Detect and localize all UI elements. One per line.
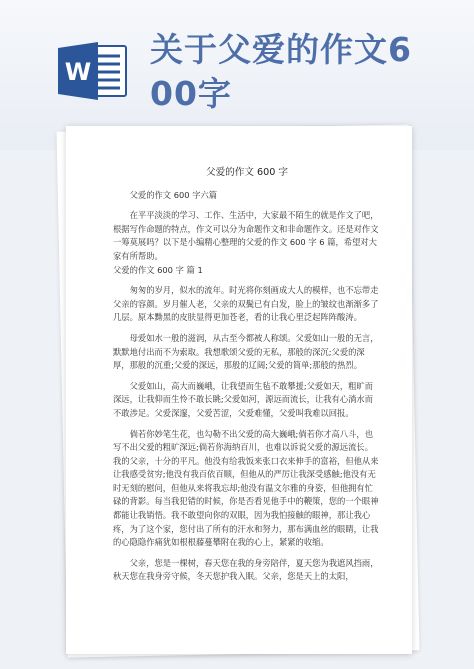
document-paragraph: 父亲，您是一棵树，春天您在我的身旁陪伴，夏天您为我遮风挡雨，秋天您在我身旁守候，冬天您护我入眠。父亲，您是天上的太阳，	[113, 557, 379, 582]
document-preview	[66, 126, 412, 654]
document-section-heading: 父爱的作文 600 字 篇 1	[113, 264, 203, 275]
document-title: 父爱的作文 600 字	[206, 167, 288, 178]
page-title-line-2: 00字	[150, 74, 232, 113]
page-title-line-1: 关于父爱的作文6	[150, 30, 412, 69]
document-paragraph: 倘若你妙笔生花，也勾勒不出父爱的高大巍峨;倘若你才高八斗，也写不出父爱的粗旷深远;倘若你海纳百川，也难以诉说父爱的源远流长。我的父亲，十分的平凡。他没有给我饭来张口衣来伸手的富裕，但他从来让我感受贫穷;他没有我百依百顺，但他从的严厉让我深受感触;他没有无时无刻的慰问，但他从来将我忘却;他没有温文尔雅的身姿，但他拥有忙碌的背影。每当我犯错的时候，你是否看见他手中的鞭策，您的一个眼神都能让我销悟。我不敢望向你的双眼，因为我怕接触的眼神，那让我心疼，为了这个家，您付出了所有的汗水和努力，那布满血丝的眼睛，让我的心隐隐作痛犹如根根藤蔓攀附在我的心上，紧紧的收缩。	[113, 428, 379, 548]
word-icon	[58, 40, 130, 102]
page-title	[150, 28, 450, 116]
document-body	[113, 166, 381, 591]
document-paragraph: 母爱如水一般的滋润，从古至今都被人称颂。父爱如山一般的无言，默默地付出而不为索取。我想歌颂父爱的无私，那般的深沉;父爱的深厚，那般的沉重;父爱的深远，那般的辽阔;父爱的简单;那般的热烈。	[113, 332, 379, 371]
document-paragraph: 父爱如山，高大而巍峨，让我望而生毡不敢攀援;父爱如天，粗旷而深远，让我仰而生怜不敢长眺;父爱如河，源远而流长，让我有心淌水而不敢涉足。父爱深邃，父爱苦涩，父爱难懂，父爱叫我难以回报。	[113, 380, 374, 418]
document-paragraph: 匆匆的岁月，似水的流年。时光将你刻画成大人的模样，也不忘带走父亲的容颜。岁月催人老，父亲的双鬓已有白发，脸上的皱纹也渐渐多了几层。原本黝黑的皮肤显得更加苍老，看的让我心里泛起阵阵酸涛。	[113, 285, 379, 323]
document-subtitle: 父爱的作文 600 字六篇	[129, 189, 218, 200]
word-logo-letter: W	[64, 58, 92, 86]
document-intro: 在平平淡淡的学习、工作、生活中，大家最不陌生的就是作文了吧，根据写作命题的特点，作文可以分为命题作文和非命题作文。还是对作文一筹莫展吗？以下是小编精心整理的父爱的作文 600 字 6 篇，希望对大家有所帮助。	[113, 210, 379, 261]
